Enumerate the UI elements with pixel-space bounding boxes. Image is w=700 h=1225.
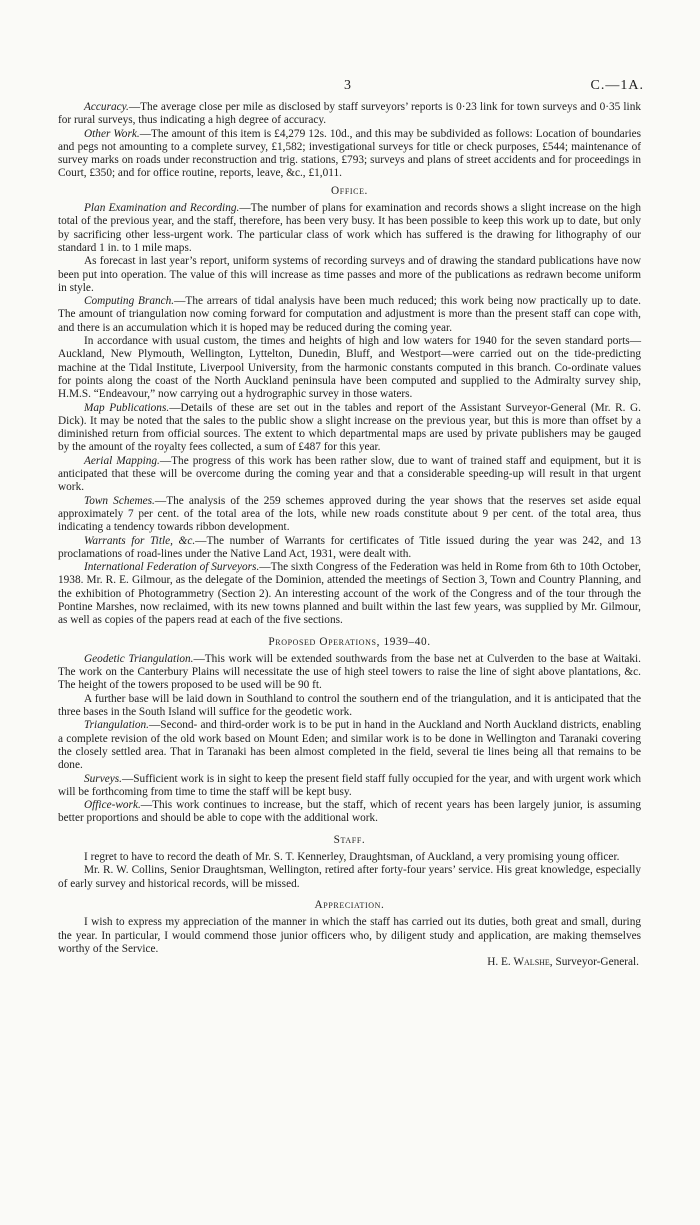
paragraph-triangulation (58, 719, 641, 772)
section-heading-appreciation: Appreciation. (314, 898, 385, 911)
paragraph-text: —Second- and third-order work is to be put in hand in the Auckland and North Auckland districts, enabling a complete revision of the old work based on Mount Eden; and similar work is to be done in Wellington and Taranaki covering the closely settled area. That in Taranaki has been almost completed in the field, several tie lines being all that remains to be done. (58, 719, 641, 772)
paragraph-text: —The analysis of the 259 schemes approved during the year shows that the reserves set aside equal approximately 7 per cent. of the total area of the lots, while new roads constitute about 9 per cent. of the total area, thus indicating a tendency towards ribbon development. (58, 494, 641, 534)
paragraph-text: —The number of plans for examination and records shows a slight increase on the high total of the previous year, and the staff, therefore, has been very busy. It has been possible to keep this work up to date, but only by sacrificing other less-urgent work. The particular class of work which has suffered is the drawing for lithography of our standard 1 in. to 1 mile maps. (58, 202, 641, 254)
paragraph-text: —The average close per mile as disclosed by staff surveyors’ reports is 0·23 link for town surveys and 0·35 link for rural surveys, thus indicating a high degree of accuracy. (58, 101, 641, 127)
paragraph-plan-examination (58, 202, 641, 255)
paragraph-text: —Details of these are set out in the tables and report of the Assistant Surveyor-General (Mr. R. G. Dick). It may be noted that the sales to the public show a slight increase on the previous year, but this is more than offset by a diminished return from official sources. The extent to which departmental maps are used by private publishers may be gauged by the amount of the royalty fees collected, a sum of £487 for this year. (58, 401, 641, 454)
paragraph-staff-retirement: Mr. R. W. Collins, Senior Draughtsman, Wellington, retired after forty-four years’ service. His great knowledge, especially of early survey and historical records, will be missed. (58, 864, 641, 890)
paragraph-staff-death: I regret to have to record the death of Mr. S. T. Kennerley, Draughtsman, of Auckland, a very promising young officer. (84, 851, 620, 864)
side-heading: International Federation of Surveyors. (84, 561, 260, 574)
paragraph-other-work (58, 128, 641, 181)
paragraph-office-work (58, 799, 641, 826)
paragraph-text: —The arrears of tidal analysis have been much reduced; this work being now practically up to date. The amount of triangulation now coming forward for computation and adjustment is more than the present staff can cope with, and there is an accumulation which it is hoped may be reduced during the coming year. (58, 295, 641, 334)
side-heading: Map Publications. (84, 401, 170, 414)
paragraph-text: —This work continues to increase, but the staff, which of recent years has been largely junior, is assuming better proportions and should be able to cope with the additional work. (58, 799, 641, 825)
signature-line (58, 956, 641, 969)
paragraph-computing (58, 295, 641, 335)
side-heading: Office-work. (84, 799, 141, 812)
section-heading-office: Office. (331, 184, 368, 197)
paragraph-text: —Sufficient work is in sight to keep the present field staff fully occupied for the year, and with urgent work which will be forthcoming from time to time the staff will be kept busy. (58, 772, 641, 798)
paragraph-map-publications (58, 402, 641, 455)
side-heading: Aerial Mapping. (84, 454, 160, 467)
side-heading: Accuracy. (84, 101, 129, 113)
side-heading: Other Work. (84, 127, 140, 140)
paragraph-tides: In accordance with usual custom, the times and heights of high and low waters for 1940 for the seven standard ports—Auckland, New Plymouth, Wellington, Lyttelton, Dunedin, Bluff, and Westport—were carried out on the tide-predicting machine at the Tidal Institute, Liverpool University, from the harmonic constants computed in this branch. Co-ordinate values for points along the coast of the North Auckland peninsula have been computed and supplied to the Admiralty survey ship, H.M.S. “Endeavour,” now carrying out a hydrographic survey in those waters. (58, 335, 641, 401)
paragraph-aerial-mapping (58, 455, 641, 495)
paragraph-geodetic (58, 653, 641, 693)
document-code: C.—1A. (590, 78, 644, 93)
side-heading: Geodetic Triangulation. (84, 652, 194, 665)
paragraph-warrants (58, 535, 641, 562)
paragraph-surveys (58, 773, 641, 800)
paragraph-accuracy (58, 101, 641, 128)
paragraph-text: —This work will be extended southwards from the base net at Culverden to the base at Waitaki. The work on the Canterbury Plains will necessitate the use of high steel towers to raise the line of sight above plantations, &c. The height of the towers proposed to be used will be 90 ft. (58, 652, 642, 692)
side-heading: Town Schemes. (84, 494, 155, 507)
paragraph-text: —The sixth Congress of the Federation was held in Rome from 6th to 10th October, 1938. Mr. R. E. Gilmour, as the delegate of the Dominion, attended the meetings of Section 3, Town and Country Planning, and the exhibition of Photogrammetry (Section 2). An interesting account of the work of the Congress and of the tour through the Pontine Marshes, now reclaimed, with its new towns planned and built within the last few years, was supplied by Mr. Gilmour, as well as copies of the papers read at each of the five sections. (58, 561, 641, 627)
paragraph-text: —The progress of this work has been rather slow, due to want of trained staff and equipment, but it is anticipated that these will be overcome during the coming year and that a considerable speeding-up will result in that urgent work. (58, 454, 641, 494)
signature-title: Surveyor-General. (555, 956, 639, 969)
paragraph-forecast: As forecast in last year’s report, uniform systems of recording surveys and of drawing the standard publications have now been put into operation. The value of this will increase as time passes and more of the publications as redrawn become uniform in style. (58, 255, 641, 294)
signature-name: H. E. Walshe, (487, 956, 553, 969)
side-heading: Warrants for Title, &c. (84, 534, 196, 547)
paragraph-further-base: A further base will be laid down in Southland to control the southern end of the triangulation, and it is anticipated that the three bases in the South Island will suffice for the geodetic work. (58, 692, 641, 719)
page-header (58, 78, 644, 98)
side-heading: Computing Branch. (84, 295, 175, 308)
page-number: 3 (344, 78, 351, 93)
section-heading-staff: Staff. (333, 833, 366, 846)
side-heading: Plan Examination and Recording. (84, 202, 240, 215)
paragraph-text: —The amount of this item is £4,279 12s. 10d., and this may be subdivided as follows: Location of boundaries and pegs not amounting to a complete survey, £1,582; investigational surveys for title or check purposes, £544; maintenance of survey marks on roads under reconstruction and trig. stations, £793; surveys and plans of street accidents and for proceedings in Court, £350; and for office routine, reports, leave, &c., £1,011. (58, 127, 642, 180)
document-body (58, 101, 641, 969)
side-heading: Triangulation. (84, 719, 149, 732)
paragraph-international-federation (58, 561, 641, 627)
paragraph-text: —The number of Warrants for certificates of Title issued during the year was 242, and 13 proclamations of road-lines under the Native Land Act, 1931, were dealt with. (58, 534, 641, 560)
paragraph-town-schemes (58, 495, 641, 535)
section-heading-proposed-operations: Proposed Operations, 1939–40. (268, 635, 431, 648)
side-heading: Surveys. (84, 772, 122, 785)
paragraph-appreciation: I wish to express my appreciation of the manner in which the staff has carried out its duties, both great and small, during the year. In particular, I would commend those junior officers who, by diligent study and application, are making themselves worthy of the Service. (58, 916, 641, 955)
